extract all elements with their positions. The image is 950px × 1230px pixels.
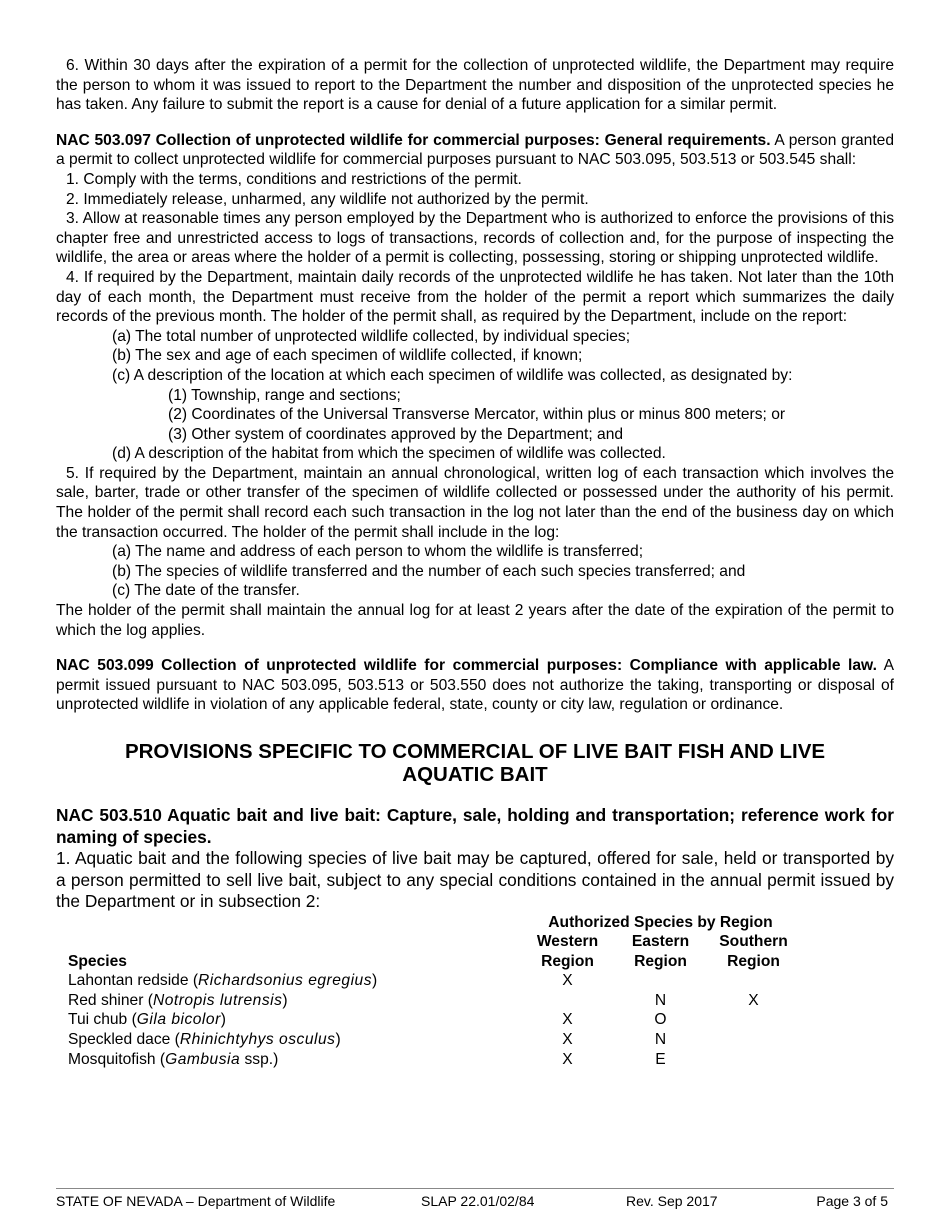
sub-sub-list-item: (1) Township, range and sections; — [168, 386, 401, 404]
col-western-1: Western — [536, 933, 599, 951]
provisions-heading: PROVISIONS SPECIFIC TO COMMERCIAL OF LIVE BAIT FISH AND LIVE AQUATIC BAIT — [124, 740, 826, 786]
footer-revision: Rev. Sep 2017 — [626, 1193, 718, 1209]
table-row — [56, 1010, 800, 1030]
cell-southern — [707, 1010, 800, 1030]
footer-code: SLAP 22.01/02/84 — [421, 1193, 535, 1209]
col-southern-2: Region — [727, 952, 780, 970]
sub-sub-list-item: (2) Coordinates of the Universal Transverse Mercator, within plus or minus 800 meters; or — [168, 406, 786, 424]
sub-list-item: (a) The total number of unprotected wildlife collected, by individual species; — [112, 327, 631, 345]
table-header-row — [56, 913, 800, 933]
page-footer — [56, 1188, 894, 1209]
sub-list-item: (b) The species of wildlife transferred and the number of each such species transferred; and — [112, 562, 746, 580]
cell-southern — [707, 971, 800, 991]
section-heading-503-097: NAC 503.097 Collection of unprotected wildlife for commercial purposes: General requirements. — [56, 131, 771, 149]
group-header: Authorized Species by Region — [548, 913, 773, 931]
section-heading-503-510 — [56, 805, 894, 848]
table-header-row — [56, 932, 800, 952]
sub-list-item: (b) The sex and age of each specimen of wildlife collected, if known; — [112, 347, 583, 365]
document-page — [56, 56, 894, 1069]
sub-list-item: (d) A description of the habitat from which the specimen of wildlife was collected. — [112, 445, 666, 463]
sub-list-item: (a) The name and address of each person to whom the wildlife is transferred; — [112, 543, 644, 561]
section-body-503-099: A permit issued pursuant to NAC 503.095, 503.513 or 503.550 does not authorize the taking, transporting or disposal of unprotected wildlife in violation of any applicable federal, state, county or city law, regulation or ordinance. — [56, 657, 894, 714]
closing-paragraph: The holder of the permit shall maintain the annual log for at least 2 years after the date of the expiration of the permit to which the log applies. — [56, 602, 894, 639]
cell-eastern — [614, 971, 707, 991]
footer-page-number: Page 3 of 5 — [816, 1193, 888, 1209]
sub-list-item: (c) A description of the location at which each specimen of wildlife was collected, as designated by: — [112, 366, 793, 384]
species-table — [56, 913, 800, 1070]
section-503-097 — [56, 131, 894, 170]
table-row — [56, 1030, 800, 1050]
species-name: Lahontan redside (Richardsonius egregius) — [68, 972, 378, 990]
list-item: 5. If required by the Department, maintain an annual chronological, written log of each transaction which involves the sale, barter, trade or other transfer of the specimen of wildlife collected or possessed under the authority of his permit. The holder of the permit shall record each such transaction in the log not later than the end of the business day on which the transaction occurred. The holder of the permit shall include in the log: — [56, 464, 894, 541]
col-western-2: Region — [541, 952, 594, 970]
cell-southern: X — [748, 991, 759, 1009]
list-item: 2. Immediately release, unharmed, any wildlife not authorized by the permit. — [66, 190, 589, 208]
paragraph-503-510-item1: 1. Aquatic bait and the following species of live bait may be captured, offered for sale, held or transported by a person permitted to sell live bait, subject to any special conditions contained in the annual permit issued by the Department or in subsection 2: — [56, 848, 894, 911]
col-eastern-1: Eastern — [631, 933, 690, 951]
cell-eastern: N — [654, 991, 667, 1009]
cell-western: X — [562, 1011, 573, 1029]
list-item: 4. If required by the Department, maintain daily records of the unprotected wildlife he has taken. Not later than the 10th day of each month, the Department must receive from the holder of the permit a report which summarizes the daily records of the previous month. The holder of the permit shall, as required by the Department, include on the report: — [56, 268, 894, 326]
section-503-099 — [56, 656, 894, 715]
species-name: Mosquitofish (Gambusia ssp.) — [68, 1050, 279, 1068]
sub-sub-list-item: (3) Other system of coordinates approved by the Department; and — [168, 425, 624, 443]
col-southern-1: Southern — [719, 933, 788, 951]
cell-southern — [707, 1030, 800, 1050]
paragraph-503-095-item6: 6. Within 30 days after the expiration of a permit for the collection of unprotected wildlife, the Department may require the person to whom it was issued to report to the Department the number and disposition of the unprotected species he has taken. Any failure to submit the report is a cause for denial of a future application for a similar permit. — [56, 57, 894, 114]
section-intro-503-097: A person granted a permit to collect unprotected wildlife for commercial purposes pursuant to NAC 503.095, 503.513 or 503.545 shall: — [56, 131, 894, 169]
species-name: Red shiner (Notropis lutrensis) — [68, 991, 288, 1009]
section-heading-503-099: NAC 503.099 Collection of unprotected wildlife for commercial purposes: Compliance with applicable law. — [56, 657, 877, 675]
species-name: Speckled dace (Rhinichtyhys osculus) — [68, 1031, 341, 1049]
table-header-row — [56, 952, 800, 972]
col-species: Species — [68, 952, 127, 970]
cell-western: X — [562, 972, 573, 990]
cell-western — [521, 991, 614, 1011]
section-heading-503-510-text: NAC 503.510 Aquatic bait and live bait: Capture, sale, holding and transportation; reference work for naming of species. — [56, 805, 894, 847]
cell-southern — [707, 1050, 800, 1070]
cell-eastern: N — [654, 1031, 667, 1049]
cell-western: X — [562, 1050, 573, 1068]
cell-eastern: O — [654, 1011, 667, 1029]
cell-western: X — [562, 1031, 573, 1049]
list-item: 3. Allow at reasonable times any person employed by the Department who is authorized to enforce the provisions of this chapter free and unrestricted access to logs of transactions, records of collection and, for the purpose of inspecting the wildlife, the area or areas where the holder of a permit is collecting, possessing, storing or shipping unprotected wildlife. — [56, 210, 894, 267]
table-row — [56, 1050, 800, 1070]
table-row — [56, 991, 800, 1011]
species-name: Tui chub (Gila bicolor) — [68, 1011, 226, 1029]
list-item: 1. Comply with the terms, conditions and restrictions of the permit. — [66, 170, 522, 188]
footer-agency: STATE OF NEVADA – Department of Wildlife — [56, 1193, 336, 1209]
cell-eastern: E — [655, 1050, 666, 1068]
col-eastern-2: Region — [634, 952, 687, 970]
sub-list-item: (c) The date of the transfer. — [112, 582, 300, 600]
table-row — [56, 971, 800, 991]
